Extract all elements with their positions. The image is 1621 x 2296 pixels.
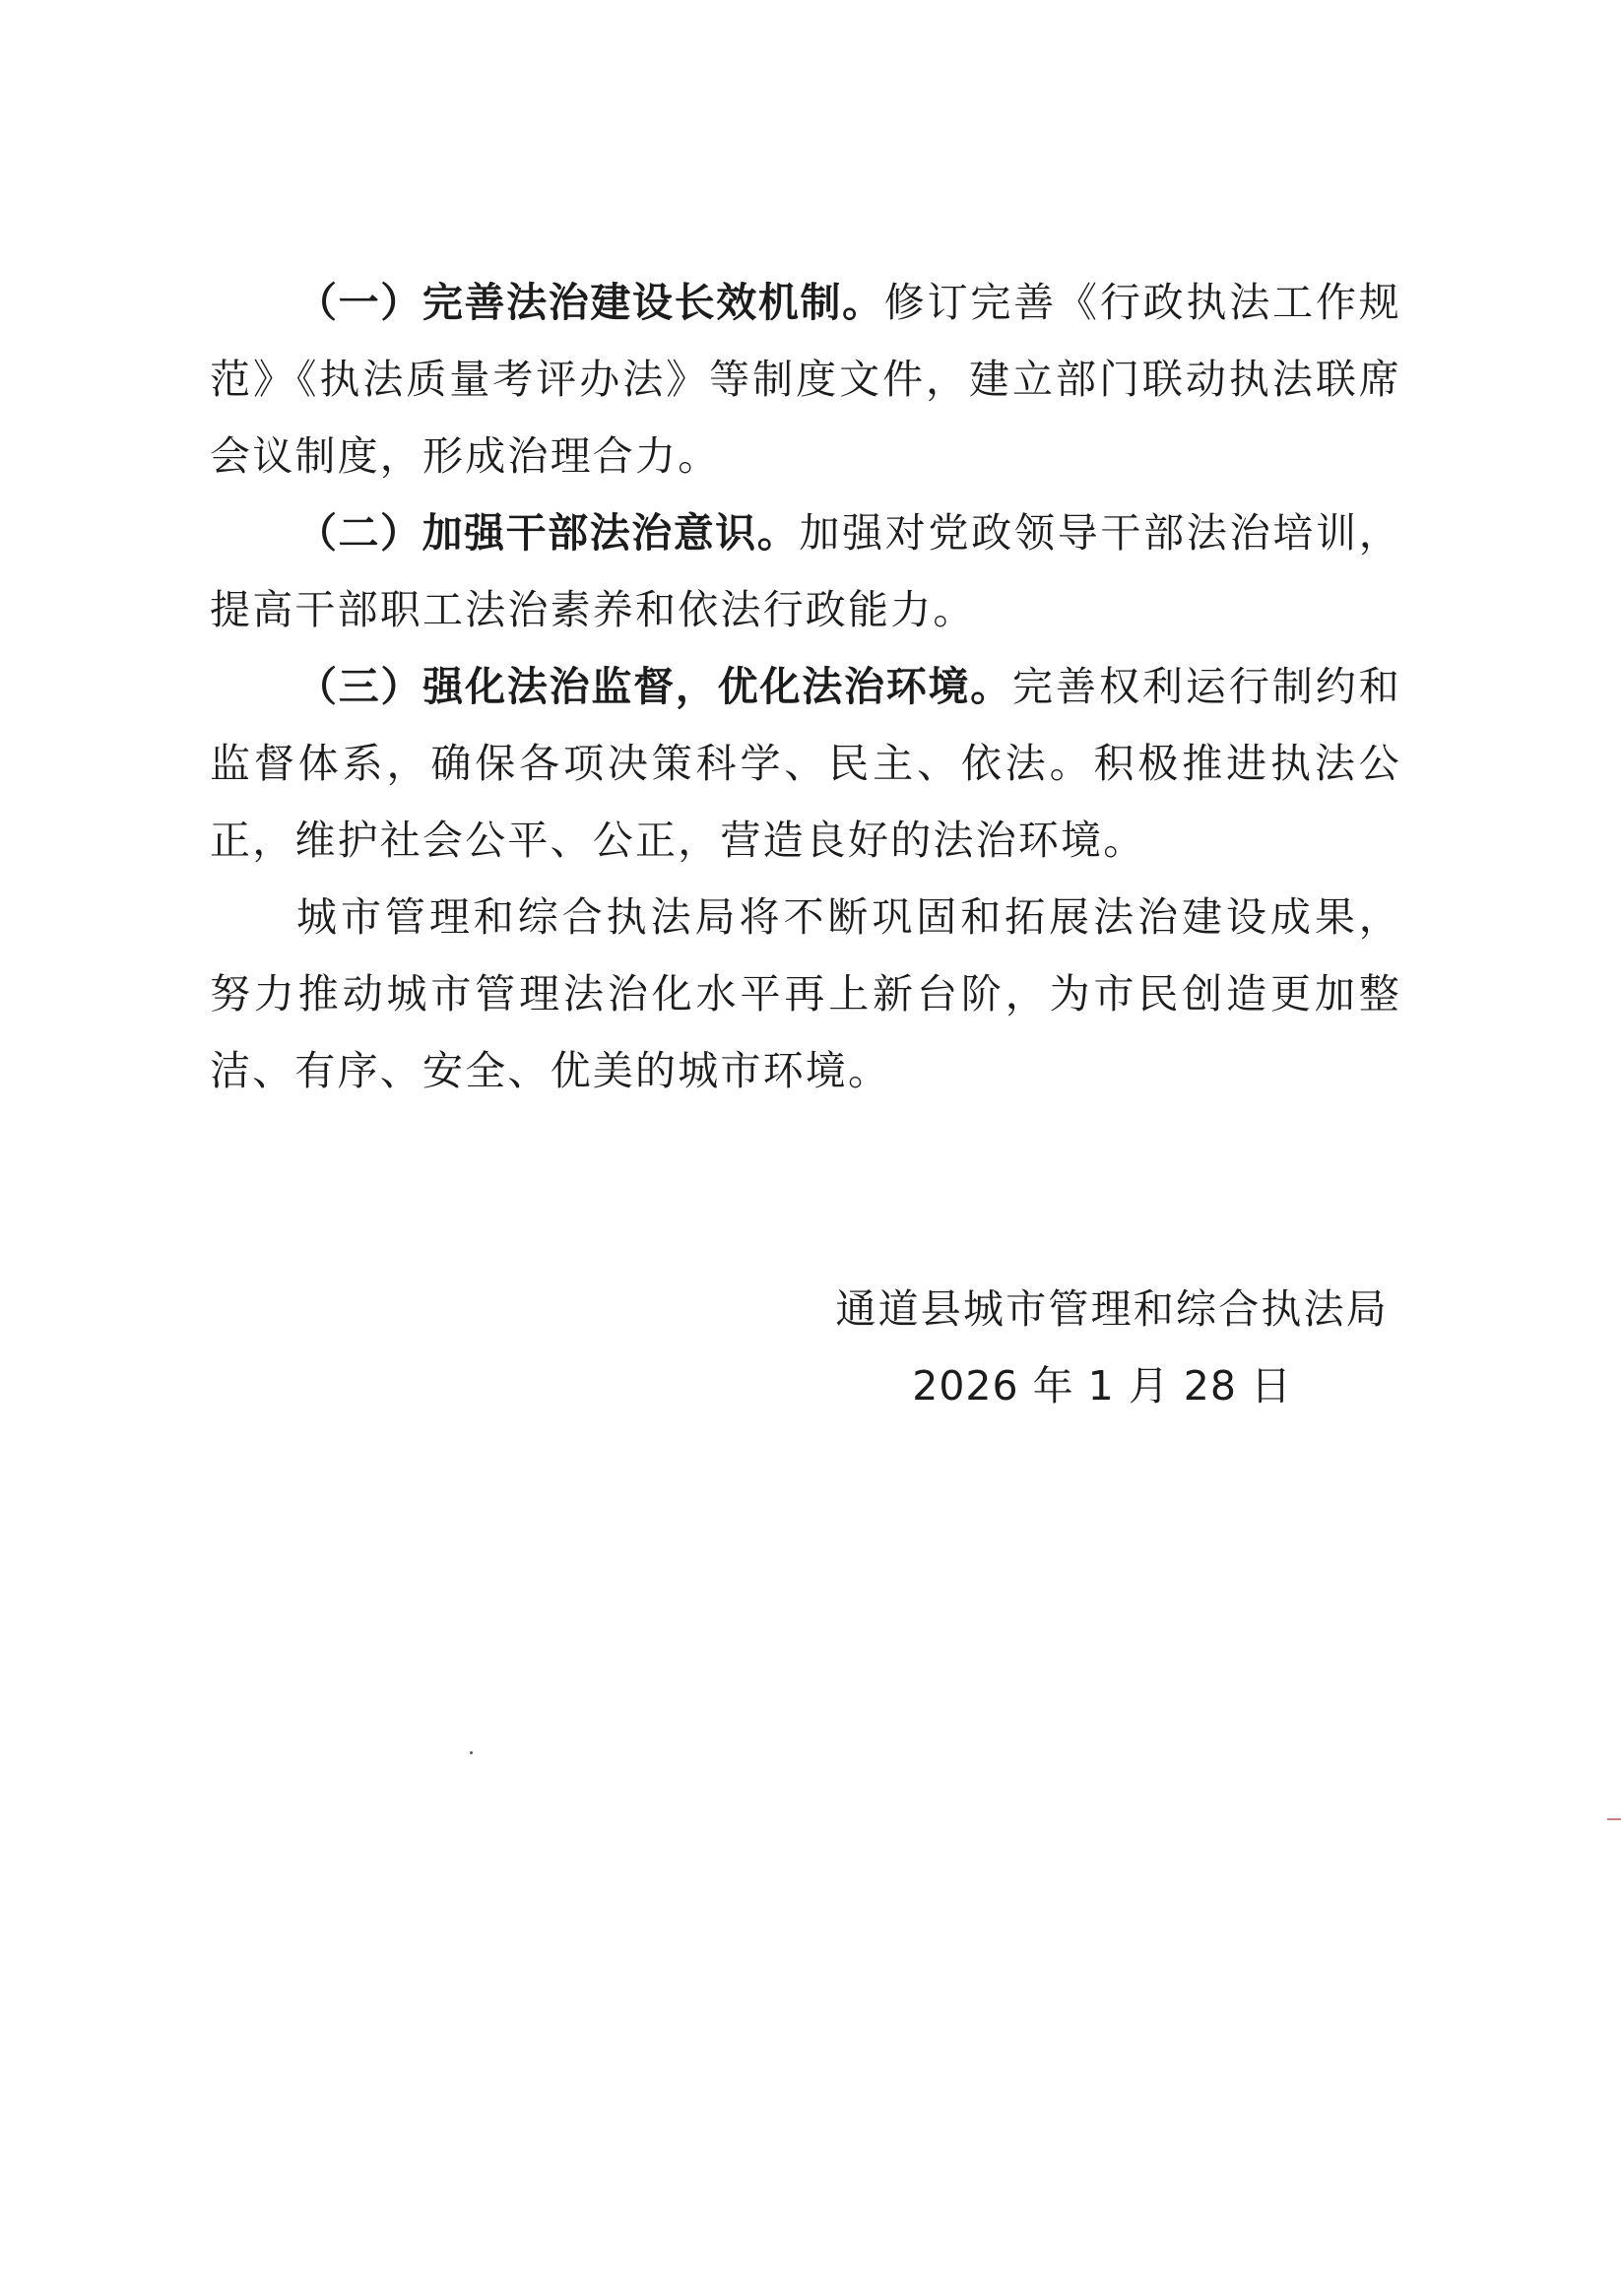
paragraph-heading: （三）强化法治监督，优化法治环境。 [296, 663, 1013, 710]
signature-organization: 通道县城市管理和综合执法局 [835, 1285, 1389, 1333]
paragraph-measure-2 [210, 494, 1401, 648]
paragraph-text: 完善权利运行制约和监督体系，确保各项决策科学、民主、依法。积极推进执法公正，维护社会公平、公正，营造良好的法治环境。 [210, 663, 1401, 864]
scan-speck [470, 1751, 473, 1754]
paragraph-measure-1 [210, 264, 1401, 494]
signature-date: 2026 年 1 月 28 日 [912, 1362, 1292, 1410]
paragraph-text: 修订完善《行政执法工作规范》《执法质量考评办法》等制度文件，建立部门联动执法联席会议制度，形成治理合力。 [210, 279, 1401, 480]
paragraph-heading: （一）完善法治建设长效机制。 [296, 279, 884, 326]
paragraph-heading: （二）加强干部法治意识。 [296, 509, 800, 557]
document-body [210, 264, 1401, 1109]
paragraph-conclusion [210, 879, 1401, 1109]
paragraph-text: 城市管理和综合执法局将不断巩固和拓展法治建设成果，努力推动城市管理法治化水平再上新台阶，为市民创造更加整洁、有序、安全、优美的城市环境。 [210, 893, 1401, 1094]
signature-block [835, 1271, 1389, 1424]
paragraph-text: 加强对党政领导干部法治培训，提高干部职工法治素养和依法行政能力。 [210, 509, 1401, 633]
scan-edge-mark [1607, 1818, 1621, 1820]
paragraph-measure-3 [210, 648, 1401, 879]
